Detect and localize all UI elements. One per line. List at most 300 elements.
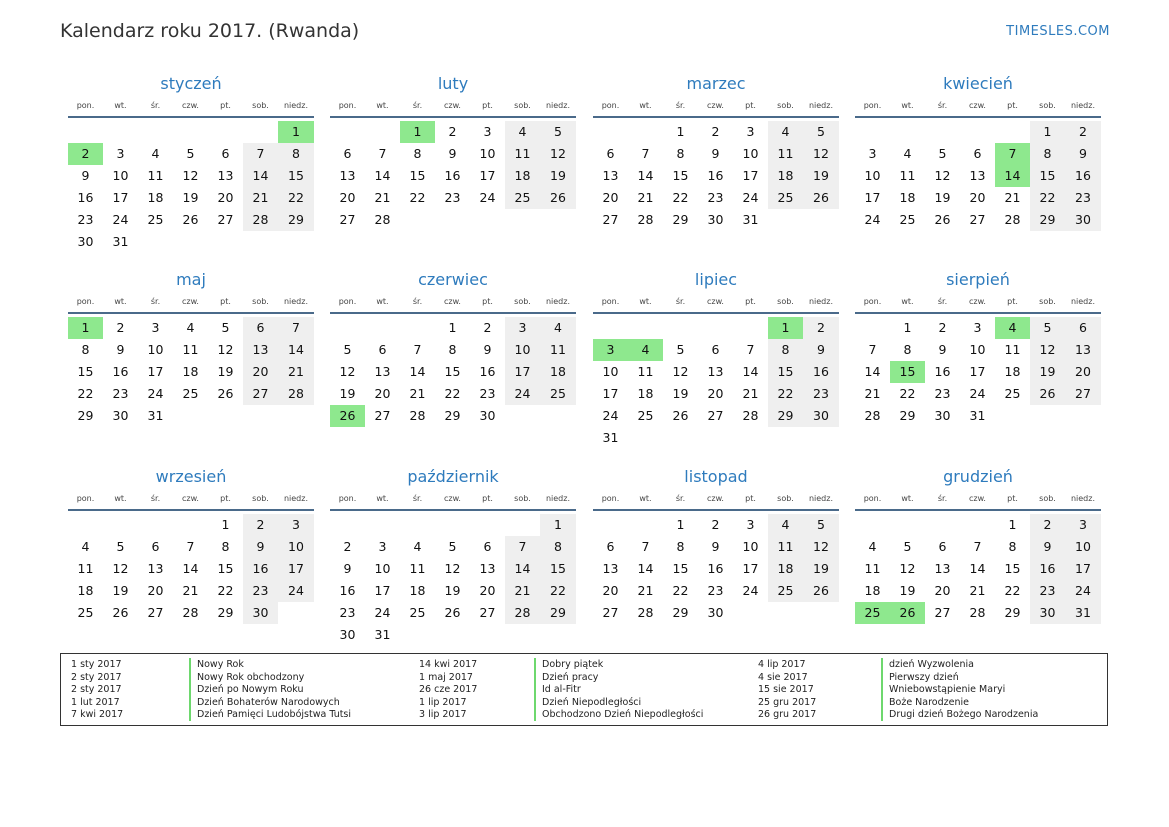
day-cell: 4 [903,146,912,161]
day-cell: 12 [1030,339,1065,361]
day-cell: 28 [1004,212,1021,227]
weekday-label: śr. [675,297,686,306]
day-cell: 25 [768,580,803,602]
day-cell: 26 [934,212,951,227]
month-1 [68,72,314,253]
day-cell: 22 [217,583,234,598]
day-cell: 9 [1065,143,1101,165]
day-cell: 19 [934,190,951,205]
day-cell: 8 [448,342,457,357]
day-cell: 2 [1065,121,1101,143]
day-cell: 22 [278,187,314,209]
weekday-label: wt. [114,101,127,110]
day-cell: 17 [374,583,391,598]
day-cell: 23 [243,580,278,602]
day-cell: 1 [221,517,230,532]
day-cell: 20 [1065,361,1101,383]
day-cell: 6 [711,342,720,357]
day-cell: 25 [182,386,199,401]
day-cell: 11 [899,168,916,183]
empty-day-cell [103,121,138,143]
day-grid [593,317,839,449]
day-cell: 7 [413,342,422,357]
day-cell: 12 [934,168,951,183]
weekday-header [68,489,314,511]
day-cell: 16 [1030,558,1065,580]
day-cell: 13 [243,339,278,361]
day-cell: 5 [448,539,457,554]
empty-day-cell [400,624,435,646]
legend-date: 26 cze 2017 [419,684,478,696]
day-cell: 12 [444,561,461,576]
weekday-label: sob. [1039,297,1056,306]
day-cell: 23 [479,386,496,401]
day-cell: 17 [505,361,540,383]
empty-day-cell [540,209,576,231]
day-cell: 10 [602,364,619,379]
day-cell: 19 [182,190,199,205]
day-cell: 15 [672,168,689,183]
day-cell: 15 [540,558,576,580]
weekday-header [593,292,839,314]
day-cell: 2 [243,514,278,536]
weekday-label: pon. [863,101,882,110]
day-cell: 21 [374,190,391,205]
day-cell: 14 [637,168,654,183]
day-cell: 31 [742,212,759,227]
day-cell: 11 [505,143,540,165]
day-cell: 19 [899,583,916,598]
weekday-label: wt. [901,101,914,110]
day-cell: 18 [864,583,881,598]
day-cell: 19 [803,558,839,580]
day-grid [68,514,314,624]
day-cell: 24 [742,583,759,598]
day-cell: 18 [147,190,164,205]
month-name: luty [437,74,469,93]
day-cell: 20 [602,190,619,205]
weekday-header [855,292,1101,314]
empty-day-cell [330,514,365,536]
holiday-day-cell: 4 [995,317,1030,339]
day-cell: 9 [483,342,492,357]
empty-day-cell [803,209,839,231]
day-cell: 30 [803,405,839,427]
weekday-label: śr. [412,297,423,306]
empty-day-cell [278,231,314,253]
day-grid [330,121,576,231]
day-cell: 2 [448,124,457,139]
day-cell: 6 [973,146,982,161]
day-cell: 1 [1008,517,1017,532]
legend-holiday-name: Dobry piątek [534,658,603,671]
day-cell: 6 [1065,317,1101,339]
legend-date: 1 sty 2017 [71,659,122,670]
day-cell: 29 [217,605,234,620]
day-cell: 19 [1030,361,1065,383]
day-cell: 5 [540,121,576,143]
day-cell: 3 [868,146,877,161]
day-cell: 25 [147,212,164,227]
day-cell: 17 [1065,558,1101,580]
weekday-label: czw. [444,494,461,503]
day-cell: 2 [1030,514,1065,536]
day-cell: 21 [864,386,881,401]
empty-day-cell [733,427,768,449]
brand-logo-link[interactable]: TIMESLES.COM [1006,24,1110,39]
month-name: wrzesień [155,467,227,486]
weekday-label: czw. [707,494,724,503]
day-cell: 24 [479,190,496,205]
day-cell: 17 [742,168,759,183]
holiday-day-cell: 25 [855,602,890,624]
empty-day-cell [330,317,365,339]
day-cell: 6 [606,146,615,161]
weekday-header [68,292,314,314]
day-cell: 8 [903,342,912,357]
weekday-label: niedz. [545,101,571,110]
day-cell: 9 [448,146,457,161]
legend-holiday-name: Nowy Rok obchodzony [189,671,304,684]
day-cell: 19 [217,364,234,379]
day-cell: 27 [479,605,496,620]
day-cell: 5 [676,342,685,357]
day-cell: 2 [343,539,352,554]
empty-day-cell [540,405,576,427]
weekday-label: pon. [601,297,620,306]
weekday-label: pt. [220,101,231,110]
weekday-label: sob. [514,297,531,306]
empty-day-cell [243,121,278,143]
empty-day-cell [470,209,505,231]
weekday-label: sob. [514,101,531,110]
empty-day-cell [68,514,103,536]
day-cell: 17 [112,190,129,205]
day-cell: 3 [116,146,125,161]
day-cell: 27 [1065,383,1101,405]
weekday-label: czw. [707,297,724,306]
day-cell: 22 [768,383,803,405]
day-cell: 15 [1004,561,1021,576]
day-cell: 20 [969,190,986,205]
empty-day-cell [365,317,400,339]
day-cell: 8 [540,536,576,558]
day-cell: 25 [505,187,540,209]
weekday-label: sob. [1039,101,1056,110]
day-cell: 4 [505,121,540,143]
day-cell: 28 [374,212,391,227]
day-cell: 25 [540,383,576,405]
weekday-label: śr. [412,101,423,110]
day-cell: 28 [182,605,199,620]
empty-day-cell [663,317,698,339]
empty-day-cell [173,231,208,253]
day-cell: 13 [1065,339,1101,361]
holiday-day-cell: 26 [330,405,365,427]
weekday-label: sob. [252,297,269,306]
day-cell: 22 [672,190,689,205]
day-cell: 8 [278,143,314,165]
month-12 [855,465,1101,624]
weekday-label: pon. [76,101,95,110]
month-name: maj [176,270,206,289]
day-cell: 11 [409,561,426,576]
empty-day-cell [505,624,540,646]
holiday-day-cell: 1 [400,121,435,143]
day-cell: 4 [81,539,90,554]
month-11 [593,465,839,624]
empty-day-cell [1065,405,1101,427]
day-cell: 28 [969,605,986,620]
day-cell: 27 [969,212,986,227]
day-cell: 16 [243,558,278,580]
day-cell: 13 [602,561,619,576]
day-cell: 21 [182,583,199,598]
day-cell: 29 [1004,605,1021,620]
day-cell: 15 [409,168,426,183]
day-cell: 1 [676,517,685,532]
day-cell: 17 [969,364,986,379]
legend-holiday-name: Dzień Bohaterów Narodowych [189,696,340,709]
day-cell: 24 [864,212,881,227]
empty-day-cell [435,514,470,536]
day-cell: 8 [81,342,90,357]
day-cell: 26 [540,187,576,209]
weekday-label: śr. [150,297,161,306]
day-cell: 19 [112,583,129,598]
weekday-label: wt. [639,494,652,503]
holiday-legend [60,653,1108,726]
day-cell: 16 [479,364,496,379]
day-cell: 22 [540,580,576,602]
day-cell: 21 [505,580,540,602]
weekday-label: śr. [150,101,161,110]
weekday-label: czw. [182,101,199,110]
day-grid [855,317,1101,427]
empty-day-cell [855,121,890,143]
day-cell: 9 [243,536,278,558]
day-cell: 24 [1065,580,1101,602]
legend-date: 25 gru 2017 [758,696,817,708]
weekday-label: sob. [1039,494,1056,503]
day-grid [68,121,314,253]
empty-day-cell [68,121,103,143]
weekday-label: czw. [969,297,986,306]
day-cell: 24 [147,386,164,401]
weekday-label: niedz. [1070,297,1096,306]
day-cell: 1 [540,514,576,536]
day-cell: 28 [742,408,759,423]
day-cell: 29 [899,408,916,423]
day-cell: 10 [374,561,391,576]
day-cell: 3 [151,320,160,335]
weekday-header [855,96,1101,118]
day-cell: 15 [1030,165,1065,187]
month-name: kwiecień [943,74,1013,93]
legend-date: 4 sie 2017 [758,671,808,683]
day-cell: 8 [768,339,803,361]
day-cell: 3 [483,124,492,139]
day-cell: 19 [339,386,356,401]
day-cell: 14 [182,561,199,576]
day-cell: 27 [339,212,356,227]
day-cell: 20 [147,583,164,598]
month-name: sierpień [946,270,1010,289]
weekday-label: czw. [707,101,724,110]
day-cell: 3 [378,539,387,554]
weekday-label: pon. [76,494,95,503]
day-cell: 4 [868,539,877,554]
weekday-label: śr. [937,297,948,306]
day-cell: 13 [479,561,496,576]
weekday-label: pt. [1007,494,1018,503]
day-cell: 29 [444,408,461,423]
day-cell: 23 [707,190,724,205]
weekday-label: wt. [376,101,389,110]
day-cell: 21 [742,386,759,401]
empty-day-cell [243,405,278,427]
day-cell: 8 [676,146,685,161]
day-cell: 4 [540,317,576,339]
day-cell: 8 [676,539,685,554]
empty-day-cell [925,121,960,143]
day-cell: 14 [637,561,654,576]
day-cell: 11 [147,168,164,183]
day-cell: 18 [409,583,426,598]
weekday-label: niedz. [808,101,834,110]
empty-day-cell [278,602,314,624]
month-9 [68,465,314,624]
legend-holiday-name: dzień Wyzwolenia [881,658,974,671]
day-cell: 30 [934,408,951,423]
weekday-label: pt. [1007,101,1018,110]
day-cell: 27 [374,408,391,423]
day-cell: 23 [1065,187,1101,209]
day-cell: 15 [77,364,94,379]
day-cell: 28 [637,605,654,620]
day-cell: 5 [343,342,352,357]
empty-day-cell [365,514,400,536]
legend-holiday-name: Drugi dzień Bożego Narodzenia [881,708,1038,721]
day-cell: 9 [343,561,352,576]
day-cell: 27 [243,383,278,405]
day-cell: 9 [116,342,125,357]
weekday-label: śr. [937,494,948,503]
empty-day-cell [365,121,400,143]
day-cell: 27 [707,408,724,423]
month-8 [855,268,1101,427]
day-cell: 10 [479,146,496,161]
weekday-label: pon. [76,297,95,306]
weekday-label: niedz. [545,494,571,503]
month-2 [330,72,576,231]
day-cell: 4 [768,514,803,536]
day-cell: 6 [378,342,387,357]
day-cell: 31 [374,627,391,642]
empty-day-cell [593,514,628,536]
day-cell: 20 [934,583,951,598]
day-cell: 28 [505,602,540,624]
weekday-label: czw. [182,297,199,306]
legend-holiday-name: Wniebowstąpienie Maryi [881,683,1005,696]
day-cell: 10 [505,339,540,361]
day-cell: 19 [803,165,839,187]
month-name: grudzień [943,467,1013,486]
day-cell: 6 [243,317,278,339]
weekday-header [330,292,576,314]
day-cell: 2 [116,320,125,335]
legend-date: 15 sie 2017 [758,684,814,696]
day-cell: 10 [742,539,759,554]
weekday-label: czw. [182,494,199,503]
day-cell: 11 [768,143,803,165]
day-cell: 27 [217,212,234,227]
weekday-label: sob. [514,494,531,503]
day-cell: 10 [1065,536,1101,558]
legend-holiday-name: Id al-Fitr [534,683,581,696]
day-cell: 26 [444,605,461,620]
day-cell: 5 [803,514,839,536]
day-cell: 13 [147,561,164,576]
weekday-label: pt. [220,297,231,306]
holiday-day-cell: 4 [628,339,663,361]
legend-date: 14 kwi 2017 [419,659,478,670]
holiday-day-cell: 1 [68,317,103,339]
day-cell: 6 [343,146,352,161]
day-cell: 1 [676,124,685,139]
empty-day-cell [768,209,803,231]
weekday-label: pt. [220,494,231,503]
day-cell: 26 [803,187,839,209]
day-cell: 11 [540,339,576,361]
day-cell: 4 [413,539,422,554]
legend-holiday-name: Dzień pracy [534,671,598,684]
day-cell: 17 [479,168,496,183]
day-cell: 20 [374,386,391,401]
weekday-label: pon. [338,494,357,503]
weekday-header [593,96,839,118]
day-cell: 30 [77,234,94,249]
empty-day-cell [628,427,663,449]
day-grid [330,514,576,646]
weekday-label: niedz. [808,297,834,306]
day-cell: 8 [1008,539,1017,554]
empty-day-cell [138,121,173,143]
weekday-header [593,489,839,511]
weekday-label: niedz. [283,101,309,110]
weekday-label: wt. [901,494,914,503]
day-cell: 30 [707,605,724,620]
day-cell: 2 [711,517,720,532]
day-cell: 14 [374,168,391,183]
day-cell: 27 [147,605,164,620]
holiday-day-cell: 3 [593,339,628,361]
day-cell: 27 [602,605,619,620]
day-cell: 18 [1004,364,1021,379]
day-cell: 18 [899,190,916,205]
weekday-label: pt. [482,297,493,306]
day-cell: 22 [1004,583,1021,598]
legend-date: 1 maj 2017 [419,671,473,683]
day-cell: 20 [707,386,724,401]
weekday-label: pon. [863,494,882,503]
day-cell: 15 [672,561,689,576]
day-cell: 8 [413,146,422,161]
day-cell: 16 [1065,165,1101,187]
day-cell: 15 [768,361,803,383]
empty-day-cell [733,317,768,339]
day-grid [68,317,314,427]
